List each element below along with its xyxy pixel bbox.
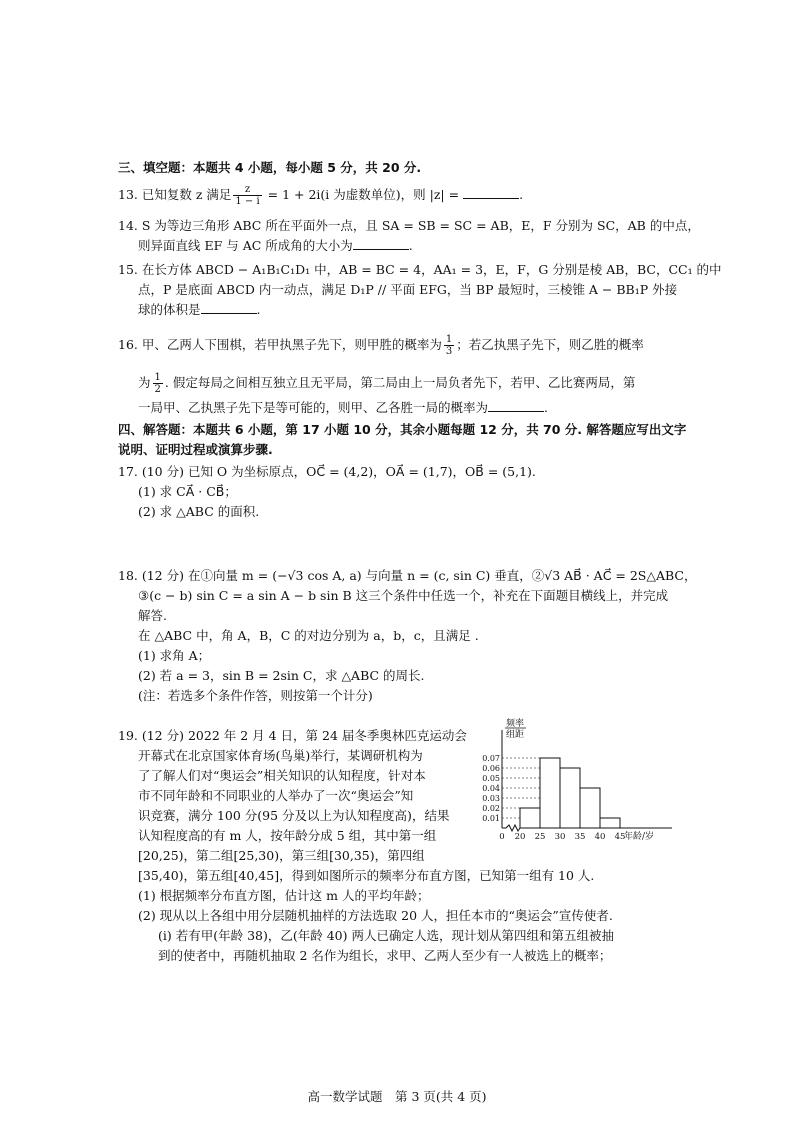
question-15-line3 [138,302,261,318]
q13-frac-denominator: 1 − i [235,196,260,207]
histogram-bar [600,818,620,828]
q14-answer-blank [353,238,409,250]
x-tick-label: 25 [534,832,546,842]
q15-answer-blank [201,302,257,314]
q16-text-a: 16. 甲、乙两人下围棋，若甲执黑子先下，则甲胜的概率为 [118,337,442,352]
question-19-line4: 市不同年龄和不同职业的人举办了一次“奥运会”知 [138,788,414,803]
q14-end: . [408,238,413,253]
x-tick-label: 0 [499,832,505,842]
y-tick-label: 0.07 [482,754,500,763]
question-14-line1: 14. S 为等边三角形 ABC 所在平面外一点，且 SA = SB = SC = AB，E，F 分别为 SC，AB 的中点， [118,218,700,233]
question-16-line2 [138,372,635,395]
question-18-part1: (1) 求角 A； [138,648,211,663]
q13-answer-blank [463,187,519,199]
q13-frac-numerator: z [233,184,261,196]
question-19-line8: [35,40)，第五组[40,45]，得到如图所示的频率分布直方图，已知第一组有 10 人. [138,868,595,883]
question-14-line2 [138,238,413,254]
question-16-line1 [118,334,644,357]
question-18-note: (注：若选多个条件作答，则按第一个计分) [138,688,373,703]
q16-fraction-1 [444,334,454,357]
y-tick-label: 0.02 [482,804,500,813]
q13-end: . [519,187,524,202]
question-16-line3 [138,400,548,416]
q16-frac2-den: 2 [154,384,161,395]
q16-text-b: ；若乙执黑子先下，则乙胜的概率 [456,337,644,352]
q16-answer-blank [488,400,544,412]
x-axis-label: 年龄/岁 [624,832,655,842]
question-17-part2: (2) 求 △ABC 的面积. [138,504,260,519]
q16-frac1-num: 1 [445,334,453,345]
histogram-bar [520,808,540,828]
section-heading-answers-line2: 说明、证明过程或演算步骤. [118,442,273,457]
q16-fraction-2 [153,372,163,395]
question-19-line2: 开幕式在北京国家体育场(鸟巢)举行，某调研机构为 [138,748,423,763]
question-19-part2i-line2: 到的使者中，再随机抽取 2 名作为组长，求甲、乙两人至少有一人被选上的概率； [158,948,612,963]
q13-text: = 1 + 2i(i 为虚数单位)，则 |z| = [263,187,464,202]
q16-text-d: . 假定每局之间相互独立且无平局，第二局由上一局负者先下，若甲、乙比赛两局，第 [164,375,636,390]
q16-end: . [544,400,548,415]
question-17-line1: 17. (10 分) 已知 O 为坐标原点，OC⃗ = (4,2)，OA⃗ = (1,7)，OB⃗ = (5,1). [118,464,536,479]
histogram-bar [540,758,560,828]
q13-prefix: 13. 已知复数 z 满足 [118,187,232,202]
q16-frac2-num: 1 [154,372,161,383]
y-tick-label: 0.03 [482,794,500,803]
question-17-part1: (1) 求 CA⃗ · CB⃗； [138,484,237,499]
question-18-line1: 18. (12 分) 在①向量 m = (−√3 cos A, a) 与向量 n = (c, sin C) 垂直，②√3 AB⃗ · AC⃗ = 2S△ABC， [118,568,697,583]
y-tick-label: 0.05 [482,774,500,783]
frequency-histogram [482,716,690,848]
y-tick-label: 0.01 [482,814,500,823]
x-tick-label: 40 [594,832,606,842]
question-19-line6: 认知程度高的有 m 人，按年龄分成 5 组，其中第一组 [138,828,437,843]
question-19-part1: (1) 根据频率分布直方图，估计这 m 人的平均年龄； [138,888,430,903]
question-19-part2i-line1: (ⅰ) 若有甲(年龄 38)，乙(年龄 40) 两人已确定人选，现计划从第四组和第五组被抽 [158,928,614,943]
question-15-line2: 点，P 是底面 ABCD 内一动点，满足 D₁P // 平面 EFG，当 BP 最短时，三棱锥 A − BB₁P 外接 [138,282,678,297]
q13-fraction [233,184,261,207]
question-18-line4: 在 △ABC 中，角 A，B，C 的对边分别为 a，b，c，且满足 . [138,628,479,643]
y-axis-label-denominator: 组距 [506,730,525,740]
question-19-line1: 19. (12 分) 2022 年 2 月 4 日，第 24 届冬季奥林匹克运动会 [118,728,467,743]
question-19-line7: [20,25)，第二组[25,30)，第三组[30,35)，第四组 [138,848,425,863]
x-tick-label: 20 [514,832,526,842]
section-heading-answers-line1: 四、解答题：本题共 6 小题，第 17 小题 10 分，其余小题每题 12 分，共 70 分. 解答题应写出文字 [118,422,687,437]
section-heading-fill-in: 三、填空题：本题共 4 小题，每小题 5 分，共 20 分. [118,160,422,175]
x-tick-label: 30 [554,832,566,842]
page-footer: 高一数学试题 第 3 页(共 4 页) [307,1089,487,1104]
question-13 [118,184,523,207]
question-19-part2: (2) 现从以上各组中用分层随机抽样的方法选取 20 人，担任本市的“奥运会”宣传使者. [138,908,613,923]
question-19-line5: 识竞赛，满分 100 分(95 分及以上为认知程度高)，结果 [138,808,450,823]
x-tick-label: 35 [574,832,586,842]
q16-text-c: 为 [138,375,151,390]
x-tick-label: 45 [614,832,626,842]
y-tick-label: 0.06 [482,764,500,773]
question-18-line2: ③(c − b) sin C = a sin A − b sin B 这三个条件中任选一个，补充在下面题目横线上，并完成 [138,588,669,603]
q16-text-e: 一局甲、乙执黑子先下是等可能的，则甲、乙各胜一局的概率为 [138,400,489,415]
question-18-line3: 解答. [138,608,167,623]
q16-frac1-den: 3 [445,346,453,357]
q15-end: . [256,302,261,317]
question-19-line3: 了了解人们对“奥运会”相关知识的认知程度，针对本 [138,768,426,783]
y-tick-label: 0.04 [482,784,500,793]
histogram-bar [560,768,580,828]
q14-text: 则异面直线 EF 与 AC 所成角的大小为 [138,238,353,253]
y-axis-label-numerator: 频率 [506,719,525,729]
q15-text: 球的体积是 [138,302,201,317]
question-18-part2: (2) 若 a = 3，sin B = 2sin C，求 △ABC 的周长. [138,668,425,683]
question-15-line1: 15. 在长方体 ABCD − A₁B₁C₁D₁ 中，AB = BC = 4，AA₁ = 3，E，F，G 分别是棱 AB，BC，CC₁ 的中 [118,262,722,277]
histogram-bar [580,788,600,828]
